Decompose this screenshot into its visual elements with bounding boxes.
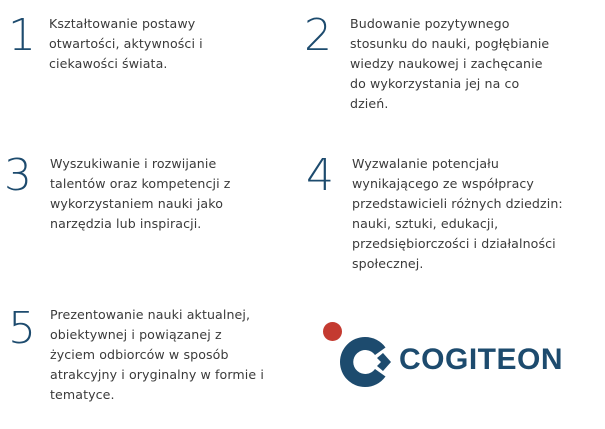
goal-text-line: społecznej.: [352, 256, 424, 271]
goal-text-line: obiektywnej i powiązanej z: [50, 327, 222, 342]
goal-number: 2: [304, 10, 332, 61]
goal-text-line: przedstawicieli różnych dziedzin:: [352, 196, 563, 211]
goal-text: [350, 14, 590, 114]
goal-text-line: Prezentowanie nauki aktualnej,: [50, 307, 251, 322]
goal-text-line: Wyszukiwanie i rozwijanie: [50, 156, 217, 171]
goal-text: [352, 154, 597, 274]
goal-text-line: nauki, sztuki, edukacji,: [352, 216, 499, 231]
logo-wordmark: COGITEON: [399, 343, 564, 376]
goal-number: 4: [306, 150, 334, 201]
goal-text-line: stosunku do nauki, pogłębianie: [350, 36, 550, 51]
cogiteon-logo: [323, 322, 568, 392]
goal-number: 3: [4, 150, 32, 201]
goal-number: 1: [8, 10, 36, 61]
goal-number: 5: [8, 303, 36, 354]
goal-text-line: tematyce.: [50, 387, 115, 402]
goal-text-line: atrakcyjny i oryginalny w formie i: [50, 367, 264, 382]
goal-text-line: narzędzia lub inspiracji.: [50, 216, 202, 231]
goal-text-line: do wykorzystania jej na co: [350, 76, 520, 91]
goal-text-line: dzień.: [350, 96, 389, 111]
cogiteon-c-logo-icon: [339, 336, 391, 388]
goal-text-line: wykorzystaniem nauki jako: [50, 196, 224, 211]
goal-text-line: talentów oraz kompetencji z: [50, 176, 231, 191]
goal-text-line: otwartości, aktywności i: [49, 36, 203, 51]
goal-text-line: Budowanie pozytywnego: [350, 16, 510, 31]
goal-text-line: wiedzy naukowej i zachęcanie: [350, 56, 543, 71]
goal-text-line: ciekawości świata.: [49, 56, 168, 71]
goal-text: [50, 154, 280, 234]
goal-text: [49, 14, 264, 74]
goal-text-line: Wyzwalanie potencjału: [352, 156, 499, 171]
goal-text-line: życiem odbiorców w sposób: [50, 347, 229, 362]
goal-text-line: wynikającego ze współpracy: [352, 176, 534, 191]
goal-text-line: przedsiębiorczości i działalności: [352, 236, 556, 251]
goal-text-line: Kształtowanie postawy: [49, 16, 196, 31]
goal-text: [50, 305, 282, 405]
